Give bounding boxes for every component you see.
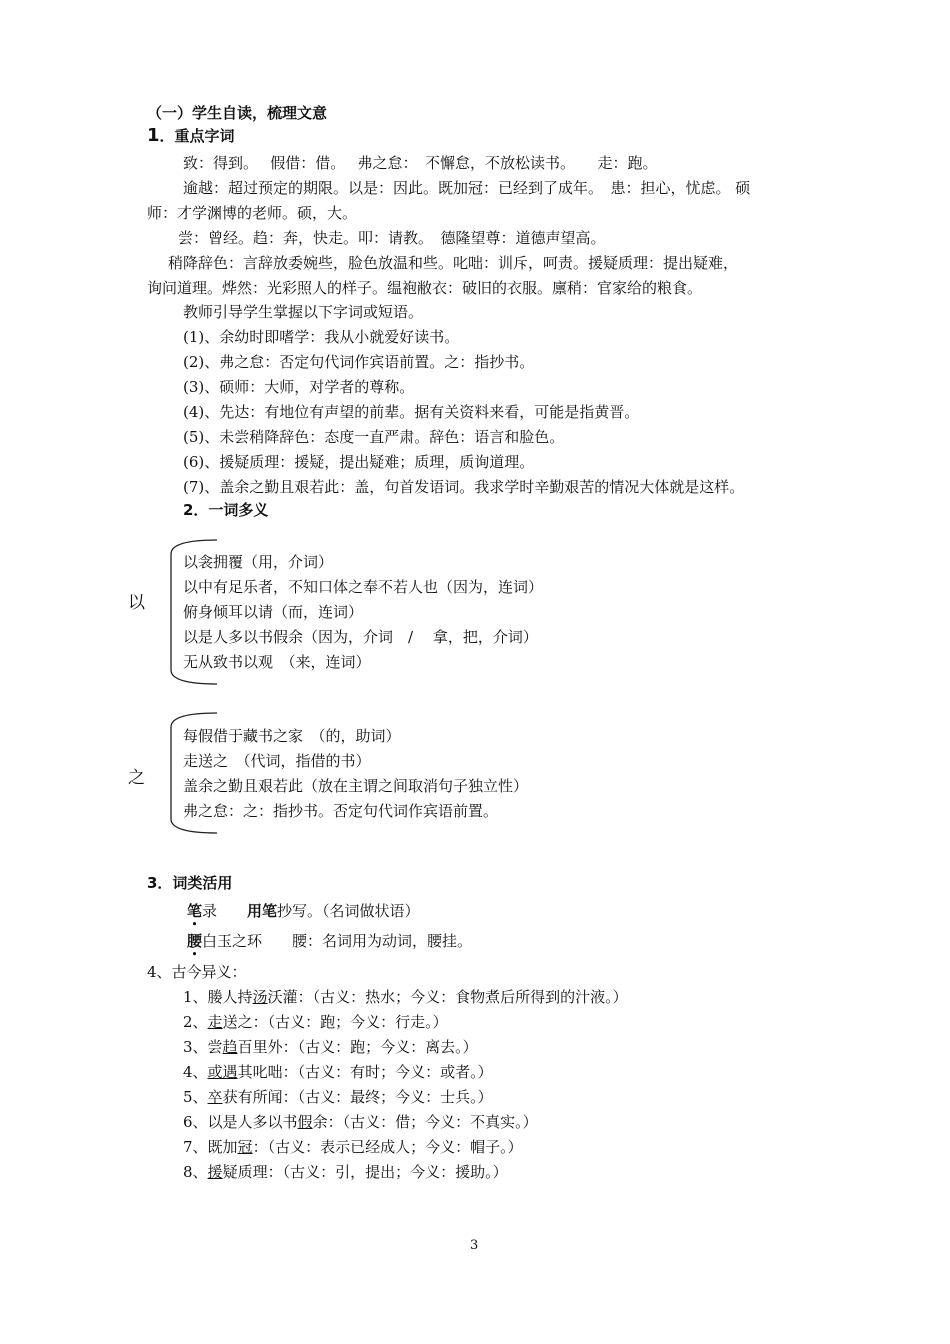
vocab-item-2: (2)、弗之怠：否定句代词作宾语前置。之：指抄书。 (183, 353, 535, 371)
meaning-7: 7、既加冠：（古义：表示已经成人；今义：帽子。） (183, 1138, 523, 1156)
vocab-line-4: 尝：曾经。趋：奔，快走。叩：请教。 德隆望尊：道德声望高。 (178, 229, 606, 247)
meaning-5: 5、卒获有所闻：（古义：最终；今义：士兵。） (183, 1088, 493, 1106)
polysemy-zhi-1: 每假借于藏书之家 （的，助词） (183, 727, 401, 745)
vocab-item-4: (4)、先达：有地位有声望的前辈。据有关资料来看，可能是指黄晋。 (183, 403, 640, 421)
vocab-item-3: (3)、硕师：大师，对学者的尊称。 (183, 378, 415, 396)
meaning-8: 8、援疑质理：（古义：引，提出；今义：援助。） (183, 1163, 508, 1181)
vocab-item-6: (6)、援疑质理：援疑，提出疑难；质理，质询道理。 (183, 453, 535, 471)
meaning-6: 6、以是人多以书假余：（古义：借；今义：不真实。） (183, 1113, 538, 1131)
usage-line-1: 笔录 用笔抄写。（名词做状语） (187, 902, 420, 920)
heading-ancient-modern: 4、古今异义： (147, 963, 247, 981)
meaning-4: 4、或遇其叱咄：（古义：有时；今义：或者。） (183, 1063, 493, 1081)
vocab-item-1: (1)、余幼时即嗜学：我从小就爱好读书。 (183, 328, 460, 346)
vocab-line-2: 逾越：超过预定的期限。以是：因此。既加冠：已经到了成年。 患：担心，忧虑。 硕 (183, 179, 751, 197)
polysemy-zhi-4: 弗之怠：之：指抄书。否定句代词作宾语前置。 (183, 802, 499, 820)
polysemy-yi-4: 以是人多以书假余（因为，介词 / 拿，把，介词） (183, 628, 538, 646)
polysemy-zhi-2: 走送之 （代词，指借的书） (183, 752, 371, 770)
vocab-line-1: 致：得到。 假借：借。 弗之怠： 不懈怠，不放松读书。 走：跑。 (183, 154, 658, 172)
page-number: 3 (470, 1238, 479, 1253)
polysemy-yi-3: 俯身倾耳以请（而，连词） (183, 603, 364, 621)
meaning-2: 2、走送之：（古义：跑；今义：行走。） (183, 1013, 448, 1031)
vocab-line-5: 稍降辞色：言辞放委婉些，脸色放温和些。叱咄：训斥，呵责。援疑质理：提出疑难， (168, 254, 739, 272)
vocab-item-7: (7)、盖余之勤且艰若此：盖，句首发语词。我求学时辛勤艰苦的情况大体就是这样。 (183, 478, 745, 496)
polysemy-char-yi: 以 (128, 593, 145, 613)
vocab-line-3: 师：才学渊博的老师。硕，大。 (147, 204, 358, 222)
vocab-intro: 教师引导学生掌握以下字词或短语。 (183, 303, 424, 321)
polysemy-yi-2: 以中有足乐者，不知口体之奉不若人也（因为，连词） (183, 578, 544, 596)
meaning-1: 1、媵人持汤沃灌：（古义：热水；今义：食物煮后所得到的汁液。） (183, 988, 628, 1006)
heading-word-usage: 3．词类活用 (147, 874, 233, 892)
heading-key-words: 1．重点字词 (147, 125, 235, 146)
polysemy-yi-1: 以衾拥覆（用，介词） (183, 553, 334, 571)
vocab-item-5: (5)、未尝稍降辞色：态度一直严肃。辞色：语言和脸色。 (183, 428, 565, 446)
section-title: （一）学生自读，梳理文意 (147, 104, 328, 122)
polysemy-yi-5: 无从致书以观 （来，连词） (183, 653, 371, 671)
usage-line-2: 腰白玉之环 腰：名词用为动词，腰挂。 (187, 932, 473, 950)
meaning-3: 3、尝趋百里外：（古义：跑；今义：离去。） (183, 1038, 478, 1056)
heading-polysemy: 2．一词多义 (183, 501, 269, 519)
polysemy-char-zhi: 之 (128, 768, 145, 788)
polysemy-zhi-3: 盖余之勤且艰若此（放在主谓之间取消句子独立性） (183, 777, 529, 795)
vocab-line-6: 询问道理。烨然：光彩照人的样子。缊袍敝衣：破旧的衣服。廪稍：官家给的粮食。 (147, 279, 703, 297)
